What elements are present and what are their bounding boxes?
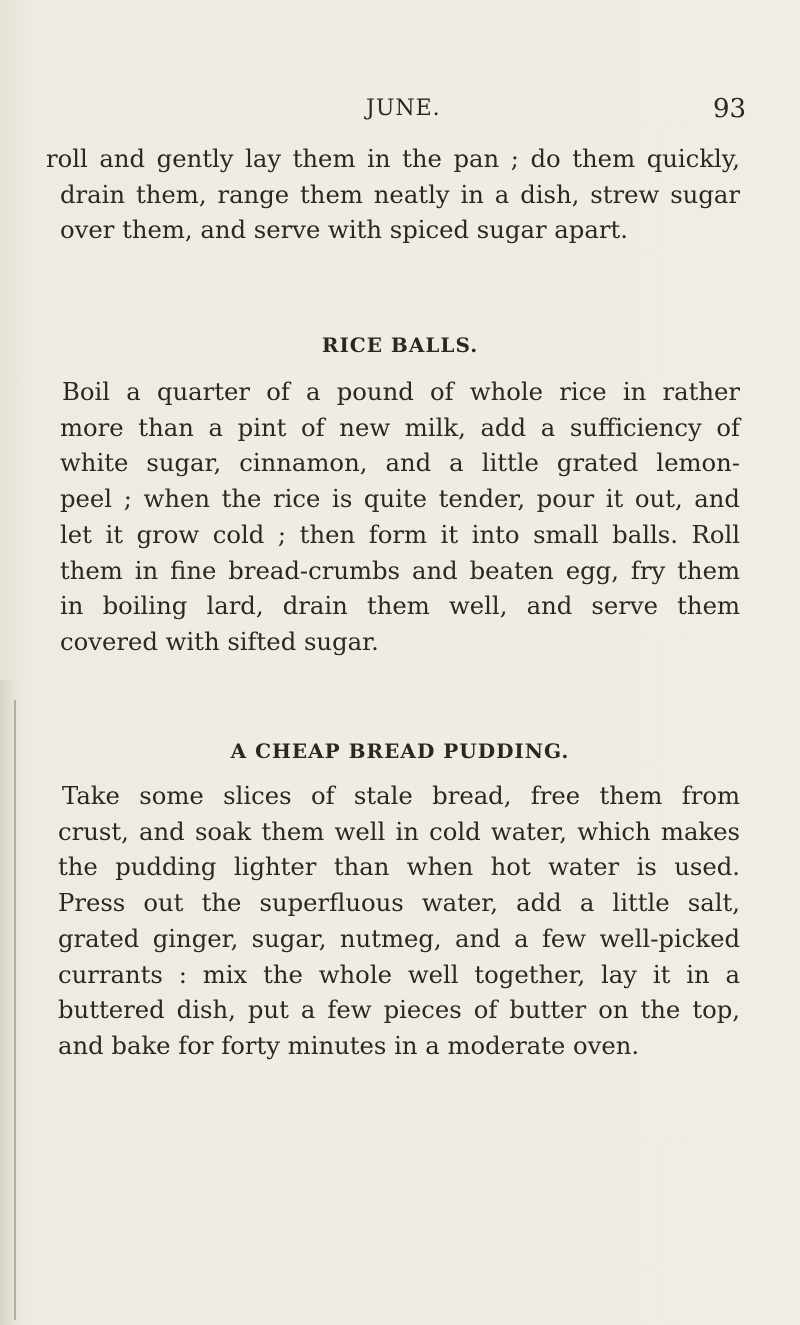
page-gutter-edge — [14, 700, 16, 1320]
text-line: roll and gently lay them in the pan ; do them quickly, — [46, 144, 740, 173]
text-line: Take some slices of stale bread, free them from — [62, 781, 740, 810]
text-line: grated ginger, sugar, nutmeg, and a few well-picked — [58, 923, 740, 953]
text-line: and bake for forty minutes in a moderate oven. — [58, 1030, 640, 1060]
text-line: let it grow cold ; then form it into small balls. Roll — [60, 519, 740, 549]
text-line: currants : mix the whole well together, lay it in a — [58, 959, 740, 989]
page-gutter-shadow — [0, 680, 20, 1325]
page-header — [0, 96, 800, 136]
text-line: peel ; when the rice is quite tender, pour it out, and — [60, 484, 740, 514]
running-head: JUNE. — [366, 96, 441, 121]
text-line: covered with sifted sugar. — [60, 626, 379, 656]
recipe-heading-bread-pudding: A CHEAP BREAD PUDDING. — [230, 739, 570, 763]
recipe-heading-rice-balls: RICE BALLS. — [321, 333, 479, 357]
recipe-body-bread-pudding — [46, 778, 740, 1064]
text-line: Press out the superfluous water, add a little salt, — [58, 888, 740, 918]
text-line: over them, and serve with spiced sugar apart. — [60, 215, 628, 245]
text-line: crust, and soak them well in cold water, which makes — [58, 816, 740, 846]
text-line: white sugar, cinnamon, and a little grated lemon- — [60, 448, 740, 478]
continuation-paragraph — [46, 141, 740, 248]
text-line: drain them, range them neatly in a dish, strew sugar — [60, 179, 740, 209]
recipe-body-rice-balls — [46, 374, 740, 660]
text-line: in boiling lard, drain them well, and serve them — [60, 591, 740, 621]
text-line: more than a pint of new milk, add a sufficiency of — [60, 412, 740, 442]
text-line: them in fine bread-crumbs and beaten egg, fry them — [60, 555, 740, 585]
text-line: Boil a quarter of a pound of whole rice in rather — [62, 377, 740, 406]
text-line: buttered dish, put a few pieces of butter on the top, — [58, 995, 740, 1025]
text-line: the pudding lighter than when hot water is used. — [58, 852, 740, 882]
page-number: 93 — [713, 94, 747, 124]
